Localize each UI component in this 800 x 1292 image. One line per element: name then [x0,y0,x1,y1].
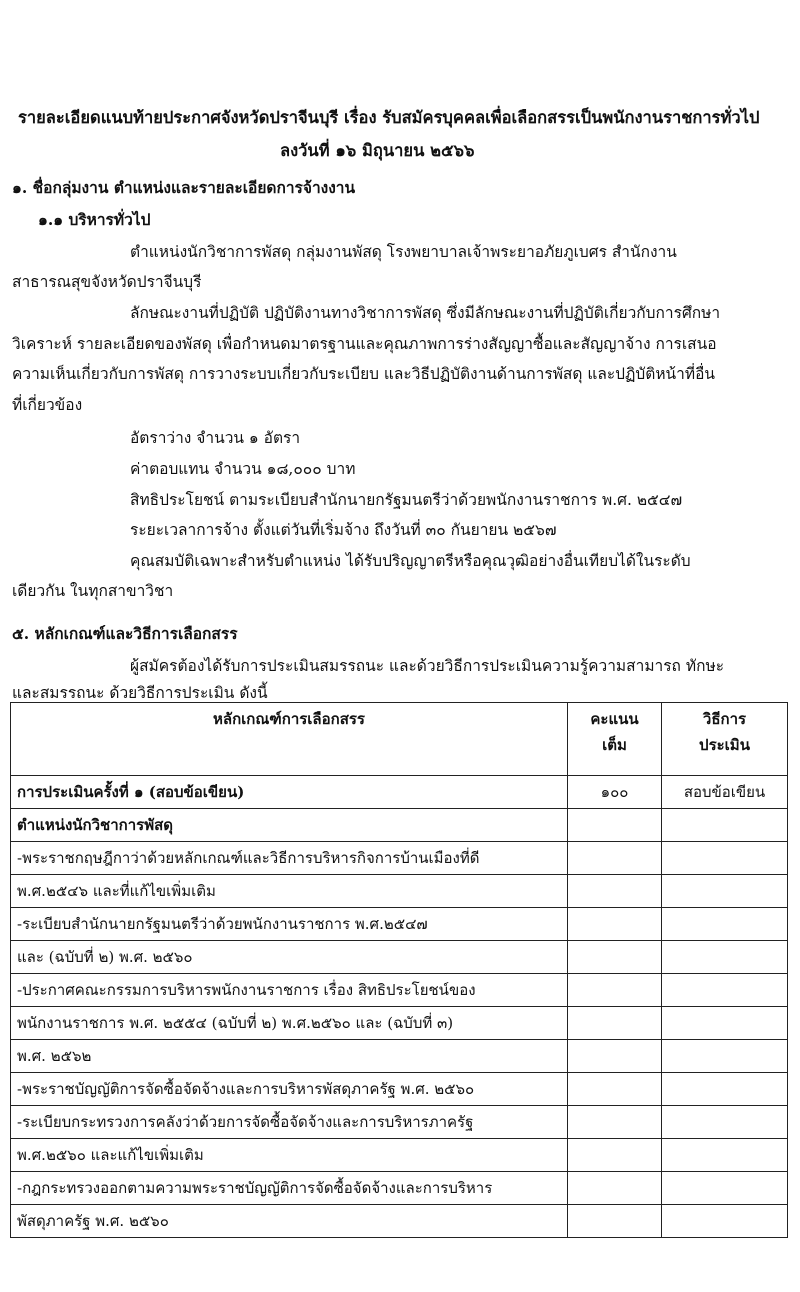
table-row [11,1205,788,1238]
criteria-cell: พนักงานราชการ พ.ศ. ๒๕๕๔ (ฉบับที่ ๒) พ.ศ.๒๕๖๐ และ (ฉบับที่ ๓) [11,1007,568,1040]
table-row [11,1139,788,1172]
method-cell [662,1106,788,1139]
method-cell [662,1205,788,1238]
document-title-line2: ลงวันที่ ๑๖ มิถุนายน ๒๕๖๖ [280,141,475,160]
header-criteria-label: หลักเกณฑ์การเลือกสรร [213,710,365,728]
criteria-cell: พ.ศ. ๒๕๖๒ [11,1040,568,1073]
criteria-table [10,702,788,1238]
position-line1: ตำแหน่งนักวิชาการพัสดุ กลุ่มงานพัสดุ โรงพยาบาลเจ้าพระยาอภัยภูเบศร สำนักงาน [130,243,677,261]
position-line2: สาธารณสุขจังหวัดปราจีนบุรี [12,273,202,291]
header-method [662,703,788,776]
method-cell [662,1172,788,1205]
method-cell [662,908,788,941]
table-row [11,1040,788,1073]
criteria-cell: -ระเบียบกระทรวงการคลังว่าด้วยการจัดซื้อจัดจ้างและการบริหารภาครัฐ [11,1106,568,1139]
score-cell [568,1205,662,1238]
benefits-text: สิทธิประโยชน์ ตามระเบียบสำนักนายกรัฐมนตรีว่าด้วยพนักงานราชการ พ.ศ. ๒๕๔๗ [130,491,683,509]
score-cell [568,1007,662,1040]
section5-intro-line2: และสมรรถนะ ด้วยวิธีการประเมิน ดังนี้ [12,684,268,702]
criteria-cell: พัสดุภาครัฐ พ.ศ. ๒๕๖๐ [11,1205,568,1238]
table-row [11,908,788,941]
header-method-line1: วิธีการ [702,710,747,728]
table-row [11,809,788,842]
criteria-cell: และ (ฉบับที่ ๒) พ.ศ. ๒๕๖๐ [11,941,568,974]
score-cell [568,941,662,974]
score-cell [568,1139,662,1172]
method-cell [662,842,788,875]
duty-line1: ลักษณะงานที่ปฏิบัติ ปฏิบัติงานทางวิชาการพัสดุ ซึ่งมีลักษณะงานที่ปฏิบัติเกี่ยวกับการศึกษา [130,304,721,322]
score-cell [568,1106,662,1139]
criteria-cell: -ระเบียบสำนักนายกรัฐมนตรีว่าด้วยพนักงานราชการ พ.ศ.๒๕๔๗ [11,908,568,941]
score-cell [568,809,662,842]
method-cell [662,974,788,1007]
section5-heading: ๕. หลักเกณฑ์และวิธีการเลือกสรร [12,624,238,643]
method-cell [662,809,788,842]
period-text: ระยะเวลาการจ้าง ตั้งแต่วันที่เริ่มจ้าง ถึงวันที่ ๓๐ กันยายน ๒๕๖๗ [130,521,557,539]
score-cell: ๑๐๐ [568,776,662,809]
score-cell [568,908,662,941]
vacancy-text: อัตราว่าง จำนวน ๑ อัตรา [130,429,301,447]
salary-text: ค่าตอบแทน จำนวน ๑๘,๐๐๐ บาท [130,460,356,478]
score-cell [568,1172,662,1205]
header-score-line2: เต็ม [602,736,627,754]
header-score-line1: คะแนน [590,710,639,728]
table-row [11,875,788,908]
method-cell: สอบข้อเขียน [662,776,788,809]
score-cell [568,974,662,1007]
table-header-row [11,703,788,776]
method-cell [662,1007,788,1040]
qualification-line2: เดียวกัน ในทุกสาขาวิชา [12,582,174,600]
duty-line3: ความเห็นเกี่ยวกับการพัสดุ การวางระบบเกี่ยวกับระเบียบ และวิธีปฏิบัติงานด้านการพัสดุ และปฏิบัติหน้าที่อื่น [12,365,715,383]
method-cell [662,1040,788,1073]
score-cell [568,1040,662,1073]
method-cell [662,1073,788,1106]
table-row [11,1172,788,1205]
score-cell [568,875,662,908]
table-row [11,1007,788,1040]
score-cell [568,842,662,875]
method-cell [662,1139,788,1172]
table-row [11,1106,788,1139]
section1-heading: ๑. ชื่อกลุ่มงาน ตำแหน่งและรายละเอียดการจ้างงาน [12,178,356,197]
table-row [11,974,788,1007]
method-cell [662,875,788,908]
header-score [568,703,662,776]
criteria-cell: พ.ศ.๒๕๖๐ และแก้ไขเพิ่มเติม [11,1139,568,1172]
section1-subheading: ๑.๑ บริหารทั่วไป [38,210,151,229]
score-cell [568,1073,662,1106]
document-title-line1: รายละเอียดแนบท้ายประกาศจังหวัดปราจีนบุรี เรื่อง รับสมัครบุคคลเพื่อเลือกสรรเป็นพนักงานราชการทั่วไป [18,108,760,127]
header-criteria [11,703,568,776]
table-row [11,941,788,974]
method-cell [662,941,788,974]
criteria-cell: ตำแหน่งนักวิชาการพัสดุ [11,809,568,842]
section5-intro-line1: ผู้สมัครต้องได้รับการประเมินสมรรถนะ และด้วยวิธีการประเมินความรู้ความสามารถ ทักษะ [130,657,725,675]
qualification-line1: คุณสมบัติเฉพาะสำหรับตำแหน่ง ได้รับปริญญาตรีหรือคุณวุฒิอย่างอื่นเทียบได้ในระดับ [130,552,691,570]
criteria-cell: -พระราชกฤษฎีกาว่าด้วยหลักเกณฑ์และวิธีการบริหารกิจการบ้านเมืองที่ดี [11,842,568,875]
duty-line4: ที่เกี่ยวข้อง [12,396,83,414]
table-row [11,776,788,809]
criteria-cell: -พระราชบัญญัติการจัดซื้อจัดจ้างและการบริหารพัสดุภาครัฐ พ.ศ. ๒๕๖๐ [11,1073,568,1106]
table-row [11,842,788,875]
criteria-cell: -กฎกระทรวงออกตามความพระราชบัญญัติการจัดซื้อจัดจ้างและการบริหาร [11,1172,568,1205]
criteria-cell: พ.ศ.๒๕๔๖ และที่แก้ไขเพิ่มเติม [11,875,568,908]
header-method-line2: ประเมิน [699,736,750,754]
criteria-cell: การประเมินครั้งที่ ๑ (สอบข้อเขียน) [11,776,568,809]
table-row [11,1073,788,1106]
criteria-cell: -ประกาศคณะกรรมการบริหารพนักงานราชการ เรื่อง สิทธิประโยชน์ของ [11,974,568,1007]
duty-line2: วิเคราะห์ รายละเอียดของพัสดุ เพื่อกำหนดมาตรฐานและคุณภาพการร่างสัญญาซื้อและสัญญาจ้าง การเสนอ [12,335,717,353]
